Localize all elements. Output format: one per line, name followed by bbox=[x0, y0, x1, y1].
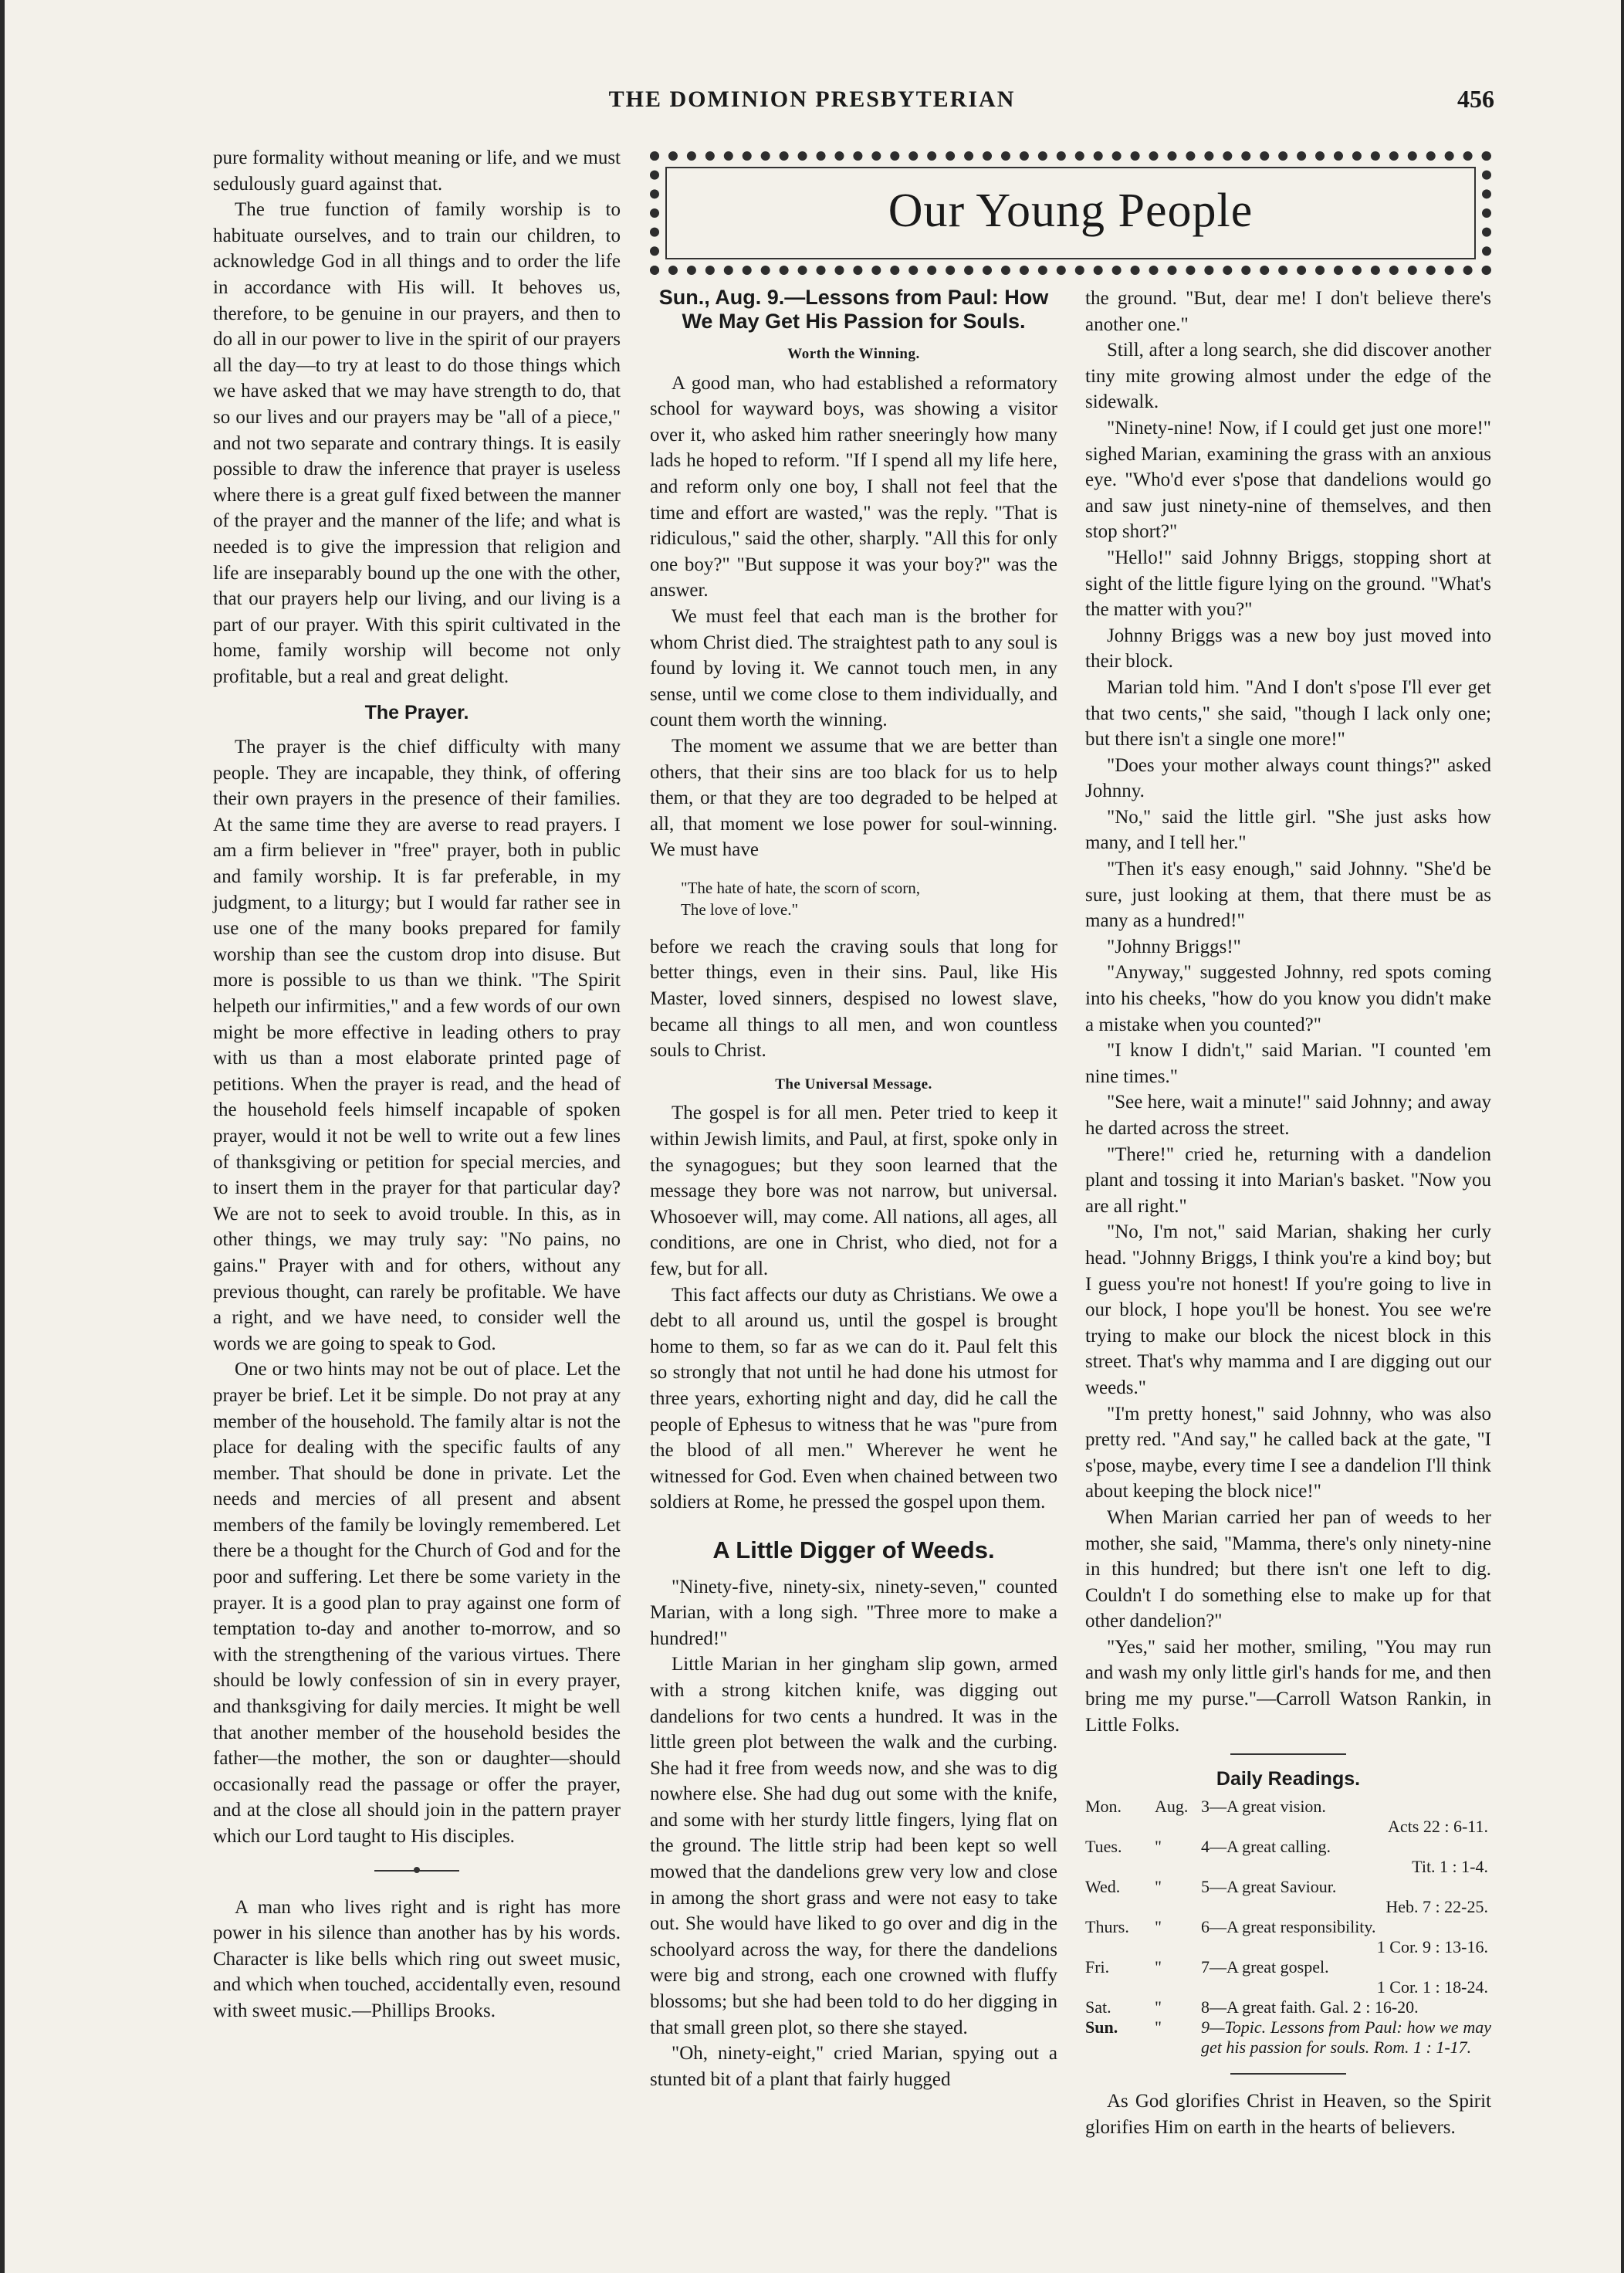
paragraph: "Yes," said her mother, smiling, "You may run and wash my only little girl's hands for me, and then bring me my purse."—Carroll Watson Rankin, in Little Folks. bbox=[1085, 1636, 1491, 1736]
reading-day: Thurs. bbox=[1085, 1917, 1129, 1937]
reading-row bbox=[1085, 1917, 1491, 1937]
banner-title: Our Young People bbox=[888, 185, 1254, 237]
reading-text: 8—A great faith. Gal. 2 : 16-20. bbox=[1201, 1997, 1419, 2017]
paragraph: This fact affects our duty as Christians. We owe a debt to all around us, until the gospel is brought home to them, so far as we can do it. Paul felt this so strongly that not until he had done his utmost for three years, exhorting night and day, did he call the people of Ephesus to witness that he was "pure from the blood of all men." Wherever he went he witnessed for God. Even when chained between two soldiers at Rome, he pressed the gospel upon them. bbox=[650, 1284, 1057, 1513]
reading-text: 7—A great gospel. bbox=[1201, 1957, 1329, 1977]
daily-readings-title: Daily Readings. bbox=[1216, 1768, 1361, 1790]
story-heading-little-digger: A Little Digger of Weeds. bbox=[712, 1536, 995, 1563]
paragraph: "Oh, ninety-eight," cried Marian, spying out a stunted bit of a plant that fairly hugged bbox=[650, 2043, 1057, 2090]
reading-row bbox=[1085, 1797, 1491, 1817]
banner-our-young-people bbox=[650, 151, 1491, 275]
section-heading-prayer: The Prayer. bbox=[364, 702, 469, 724]
paragraph: The moment we assume that we are better than others, that their sins are too black for us to help them, or that they are too degraded to be helped at all, that moment we lose power for soul-winning. We must have bbox=[650, 735, 1057, 861]
reading-ref: Heb. 7 : 22-25. bbox=[1385, 1897, 1488, 1917]
paragraph: We must feel that each man is the brother for whom Christ died. The straightest path to any soul is found by loving it. We cannot touch men, in any sense, until we come close to them individually, and count them worth the winning. bbox=[650, 605, 1057, 731]
reading-day: Sat. bbox=[1085, 1997, 1111, 2017]
daily-readings bbox=[1085, 1769, 1491, 2058]
reading-row bbox=[1085, 1837, 1491, 1857]
paragraph: pure formality without meaning or life, and we must sedulously guard against that. bbox=[213, 147, 621, 195]
paragraph: "Hello!" said Johnny Briggs, stopping short at sight of the little figure lying on the ground. "What's the matter with you?" bbox=[1085, 547, 1491, 621]
reading-text: 9—Topic. Lessons from Paul: how we may get his passion for souls. Rom. 1 : 1-17. bbox=[1201, 2017, 1491, 2058]
paragraph: The true function of family worship is to habituate ourselves, and to train our children, to acknowledge God in all things and to order the life in accordance with His will. It behoves us, therefore, to be genuine in our prayers, and then to do all in our power to live in the spirit of our prayers all the day—to try at least to do those things which we have asked that we may have strength to do, that so our lives and our prayers may be "all of a piece," and not two separate and contrary things. It is easily possible to draw the inference that prayer is useless where there is a great gulf fixed between the manner of the prayer and the manner of the life; and what is needed is to give the impression that religion and life are inseparably bound up the one with the other, that our prayers help our living, and our living is a part of our prayer. With this spirit cultivated in the home, family worship will become not only profitable, but a real and great delight. bbox=[213, 199, 621, 687]
paragraph: "I know I didn't," said Marian. "I counted 'em nine times." bbox=[1085, 1040, 1491, 1087]
poem-line: "The hate of hate, the scorn of scorn, bbox=[681, 878, 921, 897]
paragraph: the ground. "But, dear me! I don't believe there's another one." bbox=[1085, 288, 1491, 335]
paragraph: When Marian carried her pan of weeds to her mother, she said, "Mamma, there's only ninety-nine in this hundred; but there isn't one left to dig. Couldn't I do something else to make up for that other dandelion?" bbox=[1085, 1506, 1491, 1632]
reading-row bbox=[1085, 1877, 1491, 1897]
column-middle bbox=[650, 286, 1057, 2092]
reading-row bbox=[1085, 1997, 1491, 2017]
paragraph: "Ninety-nine! Now, if I could get just one more!" sighed Marian, examining the grass with an anxious eye. "Who'd ever s'pose that dandelions would go and saw just ninety-nine of themselves, and then stop short?" bbox=[1085, 417, 1491, 543]
reading-day: Mon. bbox=[1085, 1797, 1122, 1817]
paragraph: Johnny Briggs was a new boy just moved into their block. bbox=[1085, 625, 1491, 672]
reading-text: 5—A great Saviour. bbox=[1201, 1877, 1337, 1897]
reading-month: " bbox=[1155, 1877, 1162, 1897]
paragraph: "Johnny Briggs!" bbox=[1107, 936, 1241, 957]
reading-day: Fri. bbox=[1085, 1957, 1110, 1977]
topic-heading: Sun., Aug. 9.—Lessons from Paul: How We May Get His Passion for Souls. bbox=[658, 286, 1049, 333]
reading-day: Wed. bbox=[1085, 1877, 1121, 1897]
paragraph: The gospel is for all men. Peter tried to keep it within Jewish limits, and Paul, at first, spoke only in the synagogues; but they soon learned that the message they bore was not narrow, but universal. Whosoever will, may come. All nations, all ages, all conditions, are one in Christ, who died, not for a few, but for all. bbox=[650, 1103, 1057, 1279]
paragraph: "No, I'm not," said Marian, shaking her curly head. "Johnny Briggs, I think you're a kind boy; but I guess you're not honest! If you're going to live in our block, I hope you'll be honest. You see we're trying to make our block the nicest block in this street. That's why mamma and I are digging out our weeds." bbox=[1085, 1221, 1491, 1398]
reading-month: " bbox=[1155, 1997, 1162, 2017]
reading-month: " bbox=[1155, 2017, 1162, 2038]
readings-divider-bottom bbox=[1230, 2073, 1346, 2075]
reading-ref: 1 Cor. 1 : 18-24. bbox=[1376, 1977, 1488, 1997]
paragraph: The prayer is the chief difficulty with many people. They are incapable, they think, of offering their own prayers in the presence of their families. At the same time they are averse to read prayers. I am a firm believer in "free" prayer, both in public and family worship. It is far preferable, in my judgment, to a liturgy; but I would far rather see in use one of the many books prepared for family worship than see the custom drop into disuse. But more is possible to us than we think. "The Spirit helpeth our infirmities," and a few words of our own might be more effective in leading others to pray with us than a most elaborate printed page of petitions. When the prayer is read, and the head of the household feels himself incapable of spoken prayer, would it not be well to write out a few lines of thanksgiving or petition for special mercies, and to insert them in the prayer for that particular day? We are not to seek to avoid trouble. In this, as in other things, we may truly say: "No pains, no gains." Prayer with and for others, without any previous thought, can rarely be profitable. We have a right, and we have need, to consider well the words we are going to speak to God. bbox=[213, 737, 621, 1354]
reading-ref: Tit. 1 : 1-4. bbox=[1412, 1857, 1488, 1877]
paragraph: Little Marian in her gingham slip gown, armed with a strong kitchen knife, was digging out dandelions for two cents a hundred. It was in the little green plot between the walk and the curbing. She had it free from weeds now, and she was to dig nowhere else. She had dug out some with the knife, and some with her sturdy little fingers, lying flat on the ground. The little strip had been kept so well mowed that the dandelions grew very low and close in among the short grass and were not easy to take out. She would have liked to go over and dig in the schoolyard across the way, for there the dandelions were big and strong, each one crowned with fluffy blossoms; but she had been told to do her digging in that small green plot, so there she stayed. bbox=[650, 1654, 1057, 2038]
reading-row bbox=[1085, 1957, 1491, 1977]
subheading-worth-the-winning: Worth the Winning. bbox=[787, 346, 920, 362]
paragraph: Marian told him. "And I don't s'pose I'll ever get that two cents," she said, "though I lack only one; but there isn't a single one more!" bbox=[1085, 676, 1491, 750]
reading-month: " bbox=[1155, 1917, 1162, 1937]
running-header-title: THE DOMINION PRESBYTERIAN bbox=[608, 86, 1016, 112]
reading-row bbox=[1085, 2017, 1491, 2058]
paragraph: As God glorifies Christ in Heaven, so the Spirit glorifies Him on earth in the hearts of believers. bbox=[1085, 2091, 1491, 2138]
paragraph: before we reach the craving souls that long for better things, even in their sins. Paul, like His Master, loved sinners, despised no lowest slave, became all things to all men, and won countless souls to Christ. bbox=[650, 936, 1057, 1062]
paragraph-quote-brooks: A man who lives right and is right has more power in his silence than another has by his words. Character is like bells which ring out sweet music, and which when touched, accidentally even, resound with sweet music.—Phillips Brooks. bbox=[213, 1896, 621, 2021]
reading-text: 3—A great vision. bbox=[1201, 1797, 1326, 1817]
page-edge-left bbox=[0, 0, 5, 2273]
paragraph: "No," said the little girl. "She just asks how many, and I tell her." bbox=[1085, 806, 1491, 854]
paragraph: Still, after a long search, she did discover another tiny mite growing almost under the edge of the sidewalk. bbox=[1085, 340, 1491, 413]
paragraph: "Anyway," suggested Johnny, red spots coming into his cheeks, "how do you know you didn't make a mistake when you counted?" bbox=[1085, 962, 1491, 1035]
paragraph: "Then it's easy enough," said Johnny. "She'd be sure, just looking at them, that there must be as many as a hundred!" bbox=[1085, 859, 1491, 932]
reading-day: Sun. bbox=[1085, 2017, 1118, 2038]
reading-text: 6—A great responsibility. bbox=[1201, 1917, 1376, 1937]
paragraph: "Ninety-five, ninety-six, ninety-seven," counted Marian, with a long sigh. "Three more to make a hundred!" bbox=[650, 1576, 1057, 1649]
paragraph: "I'm pretty honest," said Johnny, who was also pretty red. "And say," he called back at the gate, "I s'pose, maybe, every time I see a dandelion I'll think about keeping the block nice!" bbox=[1085, 1403, 1491, 1502]
readings-divider-top bbox=[1230, 1753, 1346, 1755]
reading-ref: 1 Cor. 9 : 13-16. bbox=[1376, 1937, 1488, 1957]
poem-quote bbox=[681, 877, 1057, 920]
poem-line: The love of love." bbox=[681, 899, 799, 919]
paragraph: "See here, wait a minute!" said Johnny; and away he darted across the street. bbox=[1085, 1092, 1491, 1139]
paragraph: "Does your mother always count things?" asked Johnny. bbox=[1085, 754, 1491, 802]
paragraph: A good man, who had established a reformatory school for wayward boys, was showing a visitor over it, who asked him rather sneeringly how many lads he hoped to reform. "If I spend all my life here, and reform only one boy, I shall not feel that the time and effort are wasted," was the reply. "That is ridiculous," said the other, sharply. "All this for only one boy?" "But suppose it was your boy?" was the answer. bbox=[650, 372, 1057, 601]
reading-day: Tues. bbox=[1085, 1837, 1122, 1857]
page-number: 456 bbox=[1457, 85, 1494, 113]
subheading-universal-message: The Universal Message. bbox=[775, 1076, 932, 1092]
reading-month: " bbox=[1155, 1957, 1162, 1977]
reading-month: Aug. bbox=[1155, 1797, 1189, 1817]
reading-month: " bbox=[1155, 1837, 1162, 1857]
reading-text: 4—A great calling. bbox=[1201, 1837, 1331, 1857]
paragraph: One or two hints may not be out of place. Let the prayer be brief. Let it be simple. Do not pray at any member of the household. The family altar is not the place for dealing with the specific faults of any member. That should be done in private. Let the needs and mercies of all present and absent members of the family be lovingly remembered. Let there be a thought for the Church of God and for the poor and suffering. Let there be some variety in the prayer. It is a good plan to pray against one form of temptation to-day and another to-morrow, and so with the strengthening of the various virtues. There should be lowly confession of sin in every prayer, and thanksgiving for daily mercies. It might be well that another member of the household besides the father—the mother, the son or daughter—should occasionally read the passage or offer the prayer, and at the close all should join in the pattern prayer which our Lord taught to His disciples. bbox=[213, 1359, 621, 1847]
reading-ref: Acts 22 : 6-11. bbox=[1388, 1817, 1488, 1837]
column-right bbox=[1085, 286, 1491, 2140]
paragraph: "There!" cried he, returning with a dandelion plant and tossing it into Marian's basket. "Now you are all right." bbox=[1085, 1143, 1491, 1217]
column-left bbox=[213, 145, 621, 2024]
section-divider bbox=[374, 1870, 459, 1872]
page-edge-right bbox=[1621, 0, 1624, 2273]
